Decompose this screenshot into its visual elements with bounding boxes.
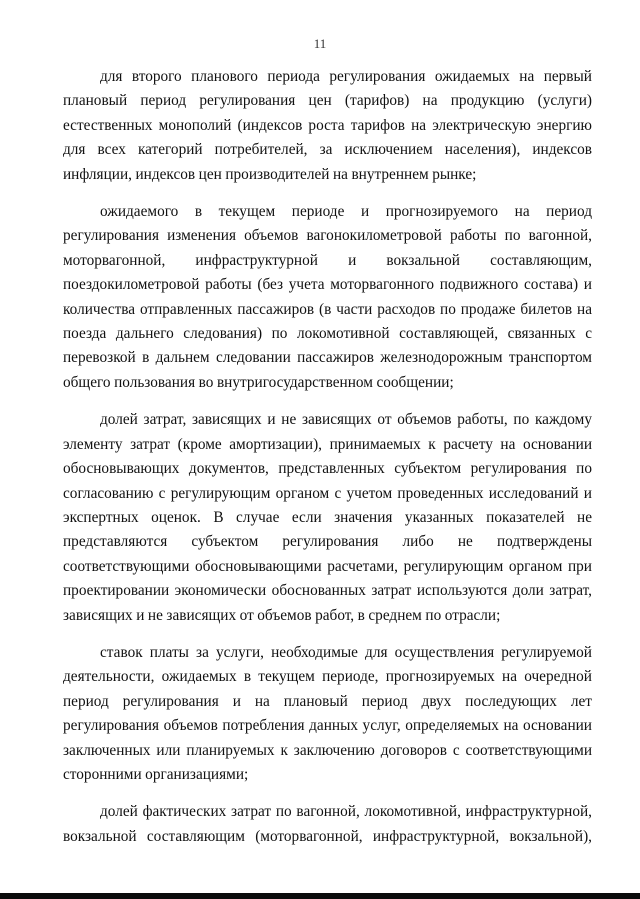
paragraph-4: ставок платы за услуги, необходимые для осуществления регулируемой деятельности, ожидаемых в текущем периоде, прогнозируемых на очередной период регулирования и на плановый период двух последующих лет регулирования объемов потребления данных услуг, определяемых на основании заключенных или планируемых к заключению договоров с соответствующими сторонними организациями; bbox=[63, 643, 592, 783]
page-number: 11 bbox=[313, 36, 327, 51]
document-body bbox=[63, 65, 592, 862]
paragraph-5: долей фактических затрат по вагонной, локомотивной, инфраструктурной, вокзальной составляющим (моторвагонной, инфраструктурной, вокзальной), bbox=[63, 803, 592, 845]
paragraph-3: долей затрат, зависящих и не зависящих от объемов работы, по каждому элементу затрат (кроме амортизации), принимаемых к расчету на основании обосновывающих документов, представленных субъектом регулирования по согласованию с регулирующим органом с учетом проведенных исследований и экспертных оценок. В случае если значения указанных показателей не представляются субъектом регулирования либо не подтверждены соответствующими обосновывающими расчетами, регулирующим органом при проектировании экономически обоснованных затрат используются доли затрат, зависящих и не зависящих от объемов работ, в среднем по отрасли; bbox=[63, 411, 592, 624]
paragraph-1: для второго планового периода регулирования ожидаемых на первый плановый период регулирования цен (тарифов) на продукцию (услуги) естественных монополий (индексов роста тарифов на электрическую энергию для всех категорий потребителей, за исключением населения), индексов инфляции, индексов цен производителей на внутреннем рынке; bbox=[63, 68, 592, 183]
scan-bottom-edge bbox=[0, 893, 640, 899]
paragraph-2: ожидаемого в текущем периоде и прогнозируемого на период регулирования изменения объемов вагонокилометровой работы по вагонной, моторвагонной, инфраструктурной и вокзальной составляющим, поездокилометровой работы (без учета моторвагонного подвижного состава) и количества отправленных пассажиров (в части расходов по продаже билетов на поезда дальнего следования) по локомотивной составляющей, связанных с перевозкой в дальнем следовании пассажиров железнодорожным транспортом общего пользования во внутригосударственном сообщении; bbox=[63, 203, 592, 391]
